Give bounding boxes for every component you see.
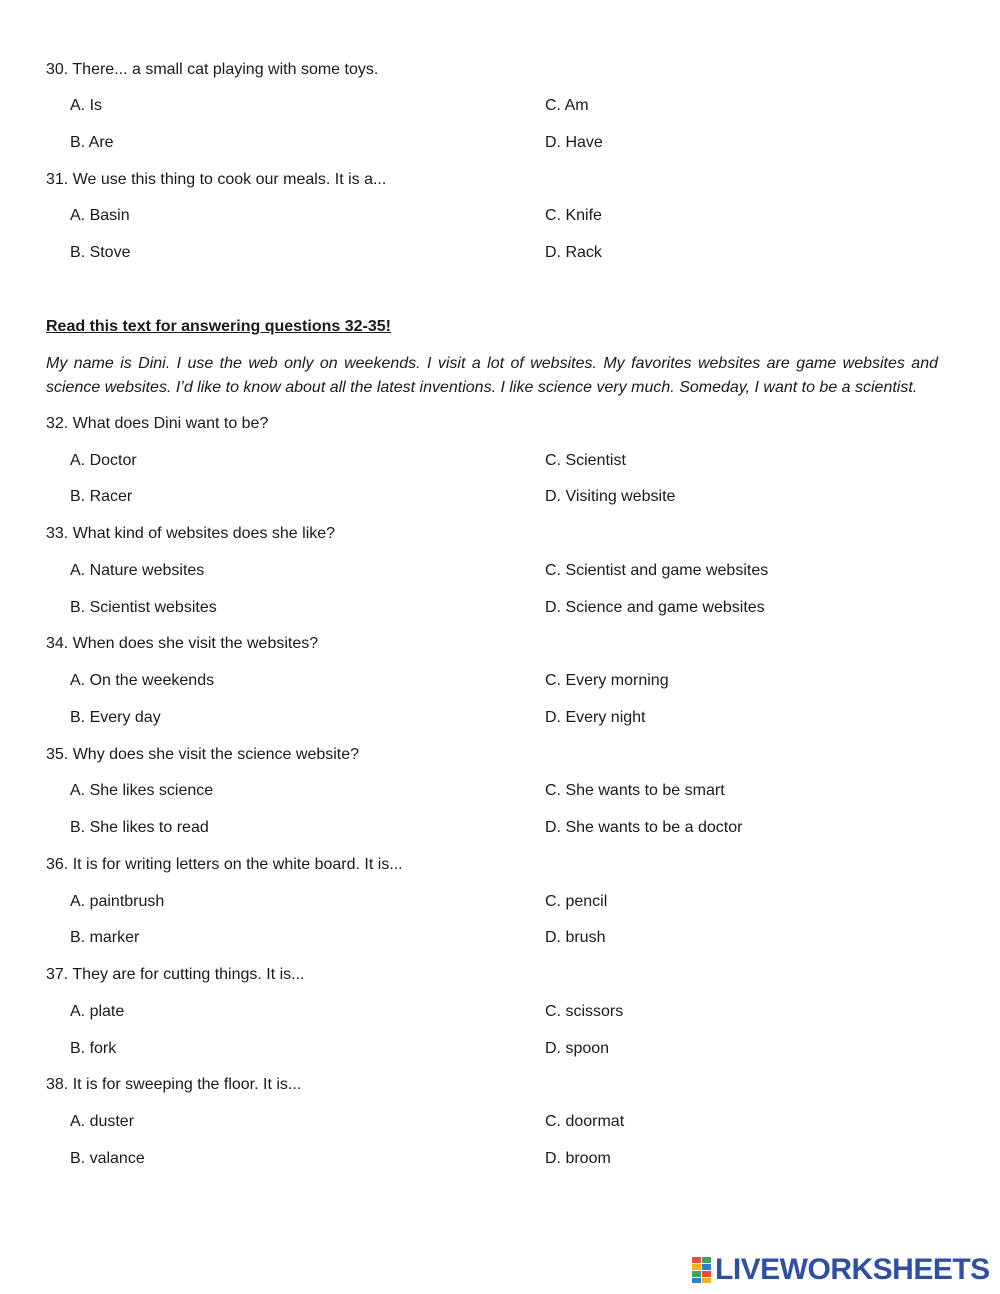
q30-option-a[interactable]: A. Is [70, 97, 103, 114]
q32-option-a[interactable]: A. Doctor [70, 452, 137, 469]
q34-option-a[interactable]: A. On the weekends [70, 672, 215, 689]
logo-wordmark: LIVEWORKSHEETS [715, 1253, 990, 1286]
q35-option-a[interactable]: A. She likes science [70, 782, 214, 799]
q30-option-c[interactable]: C. Am [545, 97, 589, 114]
q31-option-b[interactable]: B. Stove [70, 244, 131, 261]
reading-heading: Read this text for answering questions 32-35! [46, 318, 391, 335]
q38-option-b[interactable]: B. valance [70, 1150, 145, 1167]
q37-option-d[interactable]: D. spoon [545, 1040, 610, 1057]
question-35: 35. Why does she visit the science website? [46, 746, 360, 763]
q36-option-b[interactable]: B. marker [70, 929, 140, 946]
question-34: 34. When does she visit the websites? [46, 635, 319, 652]
question-37: 37. They are for cutting things. It is... [46, 966, 305, 983]
q35-option-d[interactable]: D. She wants to be a doctor [545, 819, 743, 836]
q32-option-d[interactable]: D. Visiting website [545, 488, 676, 505]
q32-option-c[interactable]: C. Scientist [545, 452, 626, 469]
q31-option-a[interactable]: A. Basin [70, 207, 130, 224]
q36-option-c[interactable]: C. pencil [545, 893, 608, 910]
question-30: 30. There... a small cat playing with some toys. [46, 61, 379, 78]
q31-option-d[interactable]: D. Rack [545, 244, 602, 261]
q30-option-d[interactable]: D. Have [545, 134, 603, 151]
question-36: 36. It is for writing letters on the white board. It is... [46, 856, 403, 873]
q36-option-a[interactable]: A. paintbrush [70, 893, 165, 910]
liveworksheets-logo-icon [692, 1257, 712, 1283]
q33-option-c[interactable]: C. Scientist and game websites [545, 562, 769, 579]
q33-option-b[interactable]: B. Scientist websites [70, 599, 217, 616]
q36-option-d[interactable]: D. brush [545, 929, 606, 946]
q38-option-d[interactable]: D. broom [545, 1150, 611, 1167]
question-31: 31. We use this thing to cook our meals. It is a... [46, 171, 387, 188]
q31-option-c[interactable]: C. Knife [545, 207, 602, 224]
q37-option-a[interactable]: A. plate [70, 1003, 125, 1020]
q34-option-c[interactable]: C. Every morning [545, 672, 669, 689]
q35-option-b[interactable]: B. She likes to read [70, 819, 209, 836]
question-38: 38. It is for sweeping the floor. It is... [46, 1076, 302, 1093]
liveworksheets-logo[interactable] [692, 1255, 990, 1285]
q34-option-d[interactable]: D. Every night [545, 709, 646, 726]
q35-option-c[interactable]: C. She wants to be smart [545, 782, 725, 799]
q33-option-a[interactable]: A. Nature websites [70, 562, 205, 579]
question-33: 33. What kind of websites does she like? [46, 525, 336, 542]
q37-option-b[interactable]: B. fork [70, 1040, 117, 1057]
question-32: 32. What does Dini want to be? [46, 415, 269, 432]
q33-option-d[interactable]: D. Science and game websites [545, 599, 765, 616]
q34-option-b[interactable]: B. Every day [70, 709, 161, 726]
reading-passage: My name is Dini. I use the web only on weekends. I visit a lot of websites. My favorites websites are game websites and science websites. I’d like to know about all the latest inventions. I like science very much. Someday, I want to be a scientist. [46, 355, 938, 396]
q38-option-c[interactable]: C. doormat [545, 1113, 625, 1130]
q30-option-b[interactable]: B. Are [70, 134, 114, 151]
q37-option-c[interactable]: C. scissors [545, 1003, 624, 1020]
q32-option-b[interactable]: B. Racer [70, 488, 133, 505]
q38-option-a[interactable]: A. duster [70, 1113, 135, 1130]
